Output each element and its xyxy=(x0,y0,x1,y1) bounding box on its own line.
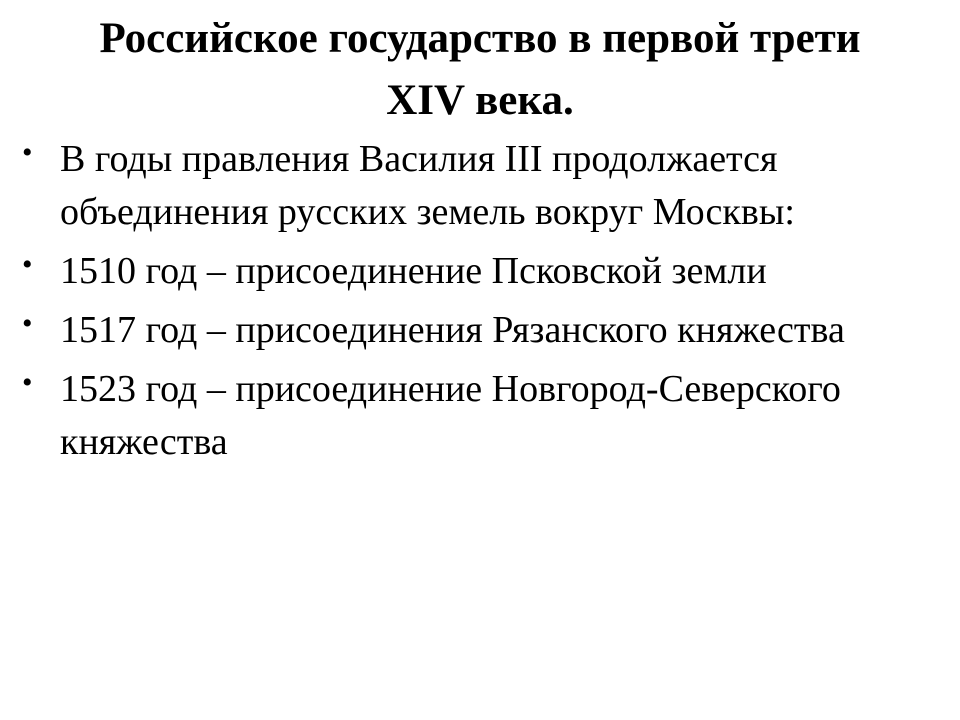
bullet-icon: • xyxy=(22,307,33,340)
bullet-item-1517 xyxy=(0,304,960,357)
bullet-item-1523 xyxy=(0,363,960,469)
bullet-text: 1517 год – присоединения Рязанского княжества xyxy=(60,309,845,351)
bullet-icon: • xyxy=(22,136,33,169)
bullet-text: В годы правления Василия III продолжается объединения русских земель вокруг Москвы: xyxy=(60,138,795,233)
bullet-item-1510 xyxy=(0,245,960,298)
slide-title xyxy=(30,8,930,132)
bullet-text: 1523 год – присоединение Новгород-Северского княжества xyxy=(60,368,841,463)
bullet-list xyxy=(0,133,960,475)
slide-title-line-1: Российское государство в первой трети xyxy=(99,15,861,62)
bullet-text: 1510 год – присоединение Псковской земли xyxy=(60,250,767,292)
bullet-item-vasily-iii xyxy=(0,133,960,239)
bullet-icon: • xyxy=(22,366,33,399)
slide-title-line-2: XIV века. xyxy=(386,77,574,124)
bullet-icon: • xyxy=(22,248,33,281)
